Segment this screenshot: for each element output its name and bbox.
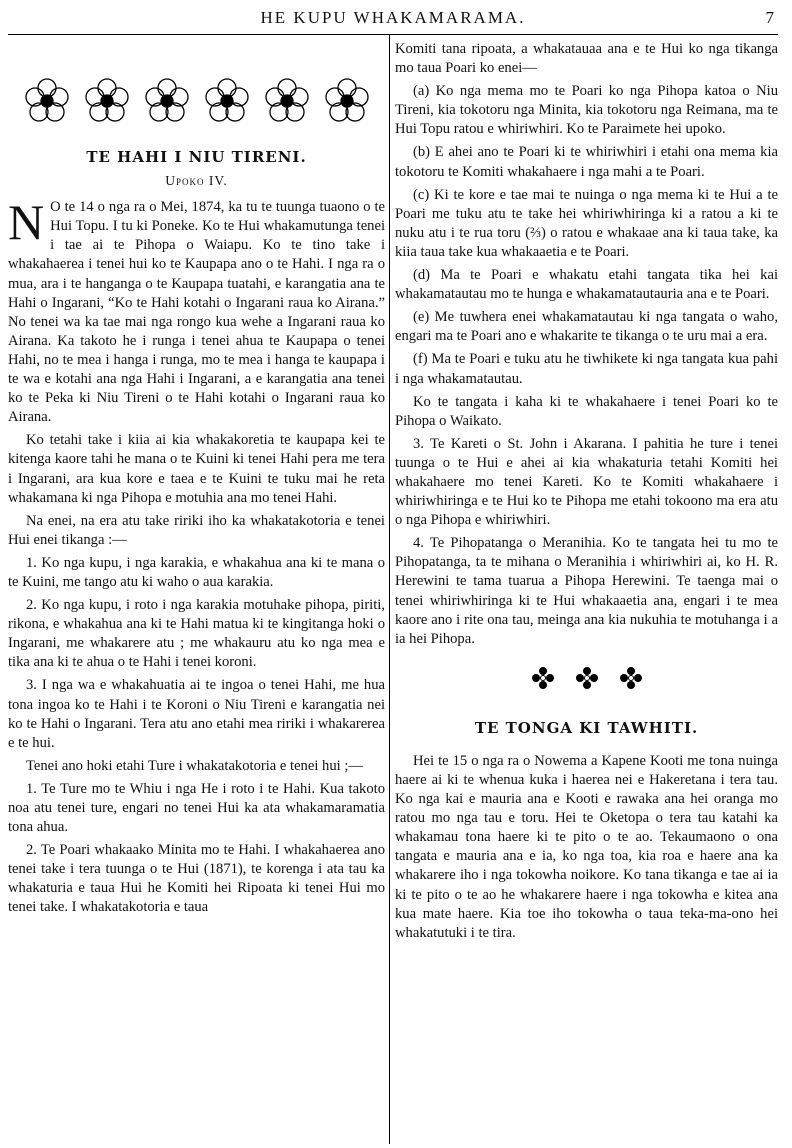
paragraph: Hei te 15 o nga ra o Nowema a Kapene Kooti me tona nuinga haere ai ki te whenua kuka i haerea nei e Hakeretana i tera tau. Ko nga kai e mauria ana e Kooti e rawaka ana hei oranga mo ratou mo nga tau e toru. Hei te Oketopa o tera tau katahi ka whakamau tona haere ki te pito o te ao. Tekaumaono o ona tangata e mauria ana e ia, ko nga toa, kia roa e haere ana ka whakarere iho i nga tokowha noikore. Ko tana tikanga e tae ai ia ki te pito o te ao he whakarere haere i nga tokowha e kitea ana kua mate haere. Kia toe iho tokowha o taua teka-ma-ono hei whakatutuki i te tira. [395, 752, 778, 941]
list-item: (f) Ma te Poari e tuku atu he tiwhikete ki nga tangata kua pahi i nga whakamatautau. [395, 351, 778, 387]
list-item: (d) Ma te Poari e whakatu etahi tangata tika hei kai whakamatautau mo te hunga e whakamatautauria ana e te Poari. [395, 267, 778, 303]
drop-cap: N [8, 194, 45, 251]
page-header [8, 4, 778, 34]
column-rule [389, 34, 390, 1144]
list-item: (e) Me tuwhera enei whakamatautau ki nga tangata o waho, engari ma te Poari ano e whakarite te tikanga o te uru mai a era. [395, 309, 778, 345]
article-title: TE HAHI I NIU TIRENI. [86, 148, 307, 166]
paragraph: Ko tetahi take i kiia ai kia whakakoretia te kaupapa kei te kitenga kaore tahi he mana o te Kuini ki tenei Hahi pera me tera i Ingarani, ara kua kore e taea e te Kuini te tuku mai he reta whakamana ki nga Pihopa e motuhia ana mo tenei Hahi. [8, 432, 385, 506]
list-item: 1. Ko nga kupu, i nga karakia, e whakahua ana ki te mana o te Kuini, me tango atu ki waho o aua karakia. [8, 554, 385, 590]
fleuron-divider [395, 667, 778, 689]
paragraph: N O te 14 o nga ra o Mei, 1874, ka tu te tuunga tuaono o te Hui Topu. I tu ki Poneke. Ko te Hui whakamutunga tenei i tae ai te Pihopa o Waiapu. Ko te tino take i whakahaerea i tenei hui ko te Kaupapa ano o te Hahi. I nga ra o mua, ara i te hanganga o te Kaupapa tuatahi, e karangatia ana te Hahi o Ingarani, “Ko te Hahi kotahi o Ingarani raua ko Airana.” No tenei wa ka tae mai nga rongo kua wehe a Ingarani raua ko Airana. Ka takoto he i runga i tenei ahua te Kaupapa o tenei Hahi, no te mea i hanga i runga, mo te mea i hanga te kaupapa i te wa e kotahi ana nga Hahi i Ingarani, a e karangatia ana tenei ko te Peka ki Niu Tireni o te Hahi kotahi o Ingarani raua ko Airana. [8, 194, 385, 426]
page-number: 7 [765, 8, 774, 27]
list-item: 4. Te Pihopatanga o Meranihia. Ko te tangata hei tu mo te Pihopatanga, ta te mihana o Meranihia i whiriwhiri ai, ko H. R. Herewini te tama tuarua a Pihopa Herewini. Te taenga mai o tenei whiriwhiringa ki te Hui whakaaetia ana, engari i te mea kaore ano i rite ona tau, meinga ana kia nukuhia te motuhanga i a ia hei Pihopa. [395, 535, 778, 647]
paragraph: Ko te tangata i kaha ki te whakahaere i tenei Poari ko te Pihopa o Waikato. [395, 393, 778, 429]
list-item: (a) Ko nga mema mo te Poari ko nga Pihopa katoa o Niu Tireni, kia tokotoru nga Minita, kia tokotoru nga Reimana, ma te Hui Topu ratou e whiriwhiri. Ko te Paraimete hei upoko. [395, 83, 778, 138]
running-head: HE KUPU WHAKAMARAMA. [260, 8, 526, 27]
fleuron-icon [576, 667, 598, 689]
list-item: 2. Te Poari whakaako Minita mo te Hahi. I whakahaerea ano tenei take i tera tuunga o te Hui (1871), te korenga i ata tau ka whakaturia e taua Hui he Komiti hei Ripoata ki tenei Hui mo tenei take. I whakatakotoria e taua [8, 842, 385, 916]
section-label: Upoko IV. [165, 173, 228, 189]
list-item: 3. I nga wa e whakahuatia ai te ingoa o tenei Hahi, me hua tona ingoa ko te Hahi i te Koroni o Niu Tireni e karangatia nei ko te Hahi o Ingarani. Tera atu ano etahi mea ririki i whakarerea e te hui. [8, 677, 385, 751]
fleuron-icon [532, 667, 554, 689]
header-rule [8, 34, 778, 35]
list-item: 1. Te Ture mo te Whiu i nga He i roto i te Hahi. Kua takoto noa atu tenei ture, engari no tenei Hui ka ata whakamaramatia tona ahua. [8, 780, 385, 836]
fleuron-icon [620, 667, 642, 689]
floral-ornament-icon [17, 76, 377, 126]
list-item: (c) Ki te kore e tae mai te nuinga o nga mema ki te Hui a te Poari me tuku atu te take hei whiriwhiringa ki a ratou a ki te nuku atu i te rua toru (⅔) o ratou e whakaae ana ki taua take, ka kiia taua take kua whakaaetia e te Poari. [395, 186, 778, 260]
right-column [395, 40, 778, 947]
list-item: (b) E ahei ano te Poari ki te whiriwhiri i etahi ona mema kia tokotoru te Komiti whakahaere i nga mahi a te Poari. [395, 144, 778, 180]
paragraph: Na enei, na era atu take ririki iho ka whakatakotoria e tenei Hui enei tikanga :— [8, 512, 385, 548]
left-column [8, 42, 385, 922]
list-item: 2. Ko nga kupu, i roto i nga karakia motuhake pihopa, piriti, rikona, e whakahua ana ki te Hahi matua ki te kingitanga hoki o Ingarani, me whakarere atu ; me whakauru atu ko nga mea e tika ana ki te ahua o te Hahi i tenei koroni. [8, 597, 385, 671]
paragraph: Tenei ano hoki etahi Ture i whakatakotoria e tenei hui ;— [26, 757, 363, 774]
paragraph: Komiti tana ripoata, a whakatauaa ana e te Hui ko nga tikanga mo taua Poari ko enei— [395, 41, 778, 77]
article-title: TE TONGA KI TAWHITI. [474, 718, 699, 737]
list-item: 3. Te Kareti o St. John i Akarana. I pahitia he ture i tenei tuunga o te Hui e ahei ai kia whakaturia tetahi Komiti hei whakahaere mo tenei Kareti. Ko te Komiti whakahaere i whiriwhiringa e te Hui ko te Pihopa me etahi tokoono ma era atu o nga Pihopa e whiriwhiri. [395, 435, 778, 529]
